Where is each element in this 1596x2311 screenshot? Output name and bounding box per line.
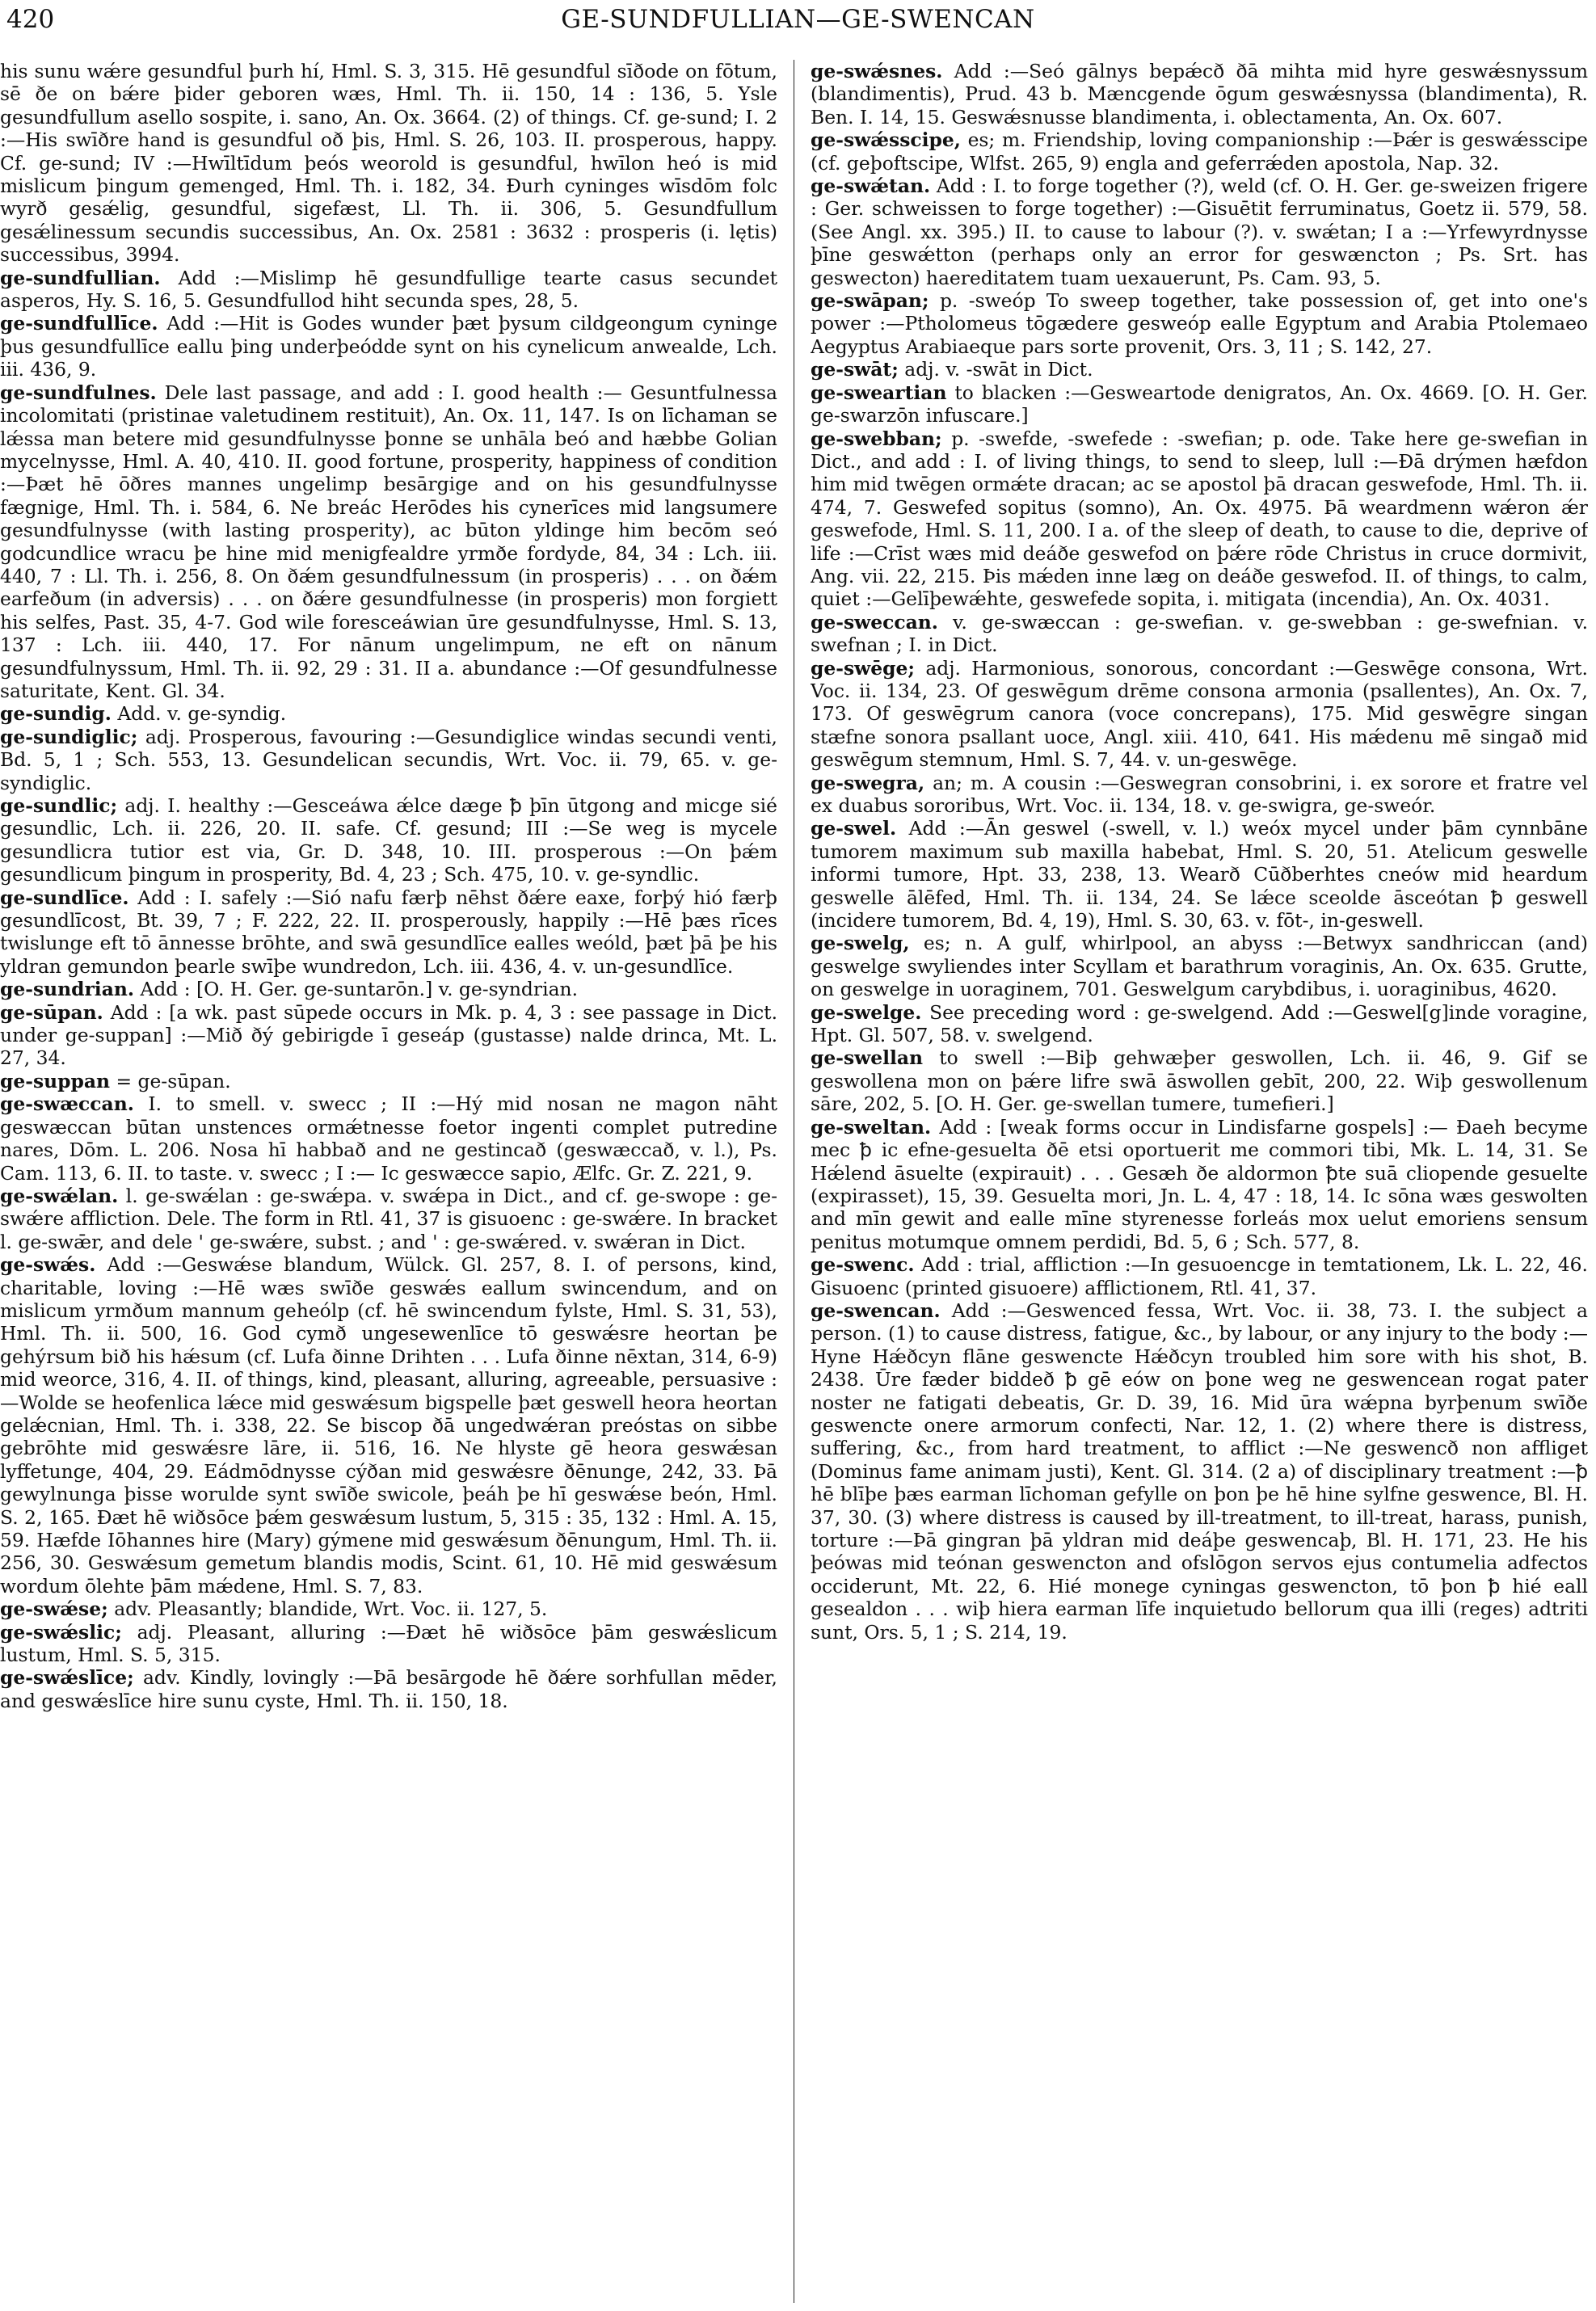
dictionary-entry [0,381,777,703]
entry-headword: ge-swǽlan. [0,1184,119,1207]
entry-text: Add : [weak forms occur in Lindisfarne gospels] :— Ðaeh becyme mec ꝥ ic efne-gesuelta ðē etsi oportuerit me commori tibi, Mk. L. 14, 31. Se Hǽlend āsuelte (expirauit) . . . Gesæh ðe aldormon ꝥte suā cliopende gesuelte (expirasset), 15, 39. Gesuelta mori, Jn. L. 4, 47 : 18, 14. Ic sōna wæs geswolten and mīn gewit and ealle mīne styrenesse forleás mox uelut emoriens sensum penitus motumque omnem perdidi, Bd. 5, 6 ; Sch. 577, 8. [811,1115,1588,1253]
entry-headword: ge-sundrian. [0,978,134,1001]
entry-headword: ge-sūpan. [0,1000,103,1024]
entry-text: adj. Prosperous, favouring :—Gesundiglice windas secundi venti, Bd. 5, 1 ; Sch. 553, 13. Gesundelican secundis, Wrt. Voc. ii. 79, 65. v. ge-syndiglic. [0,725,777,794]
dictionary-entry [0,1070,777,1092]
entry-headword: ge-sundfullīce. [0,312,158,335]
entry-headword: ge-suppan [0,1069,110,1092]
entry-headword: ge-swel. [811,817,897,840]
entry-text: v. ge-swæccan : ge-swefian. v. ge-swebban : ge-swefnian. v. swefnan ; I. in Dict. [811,610,1588,657]
entry-text: es; n. A gulf, whirlpool, an abyss :—Betwyx sandhriccan (and) geswelge swyliendes inter Scyllam et barathrum voraginis, An. Ox. 635. Grutte, on geswelge in uoraginem, 701. Geswelgum carybdibus, i. uoraginibus, 4620. [811,932,1588,1001]
entry-headword: ge-sundfulnes. [0,381,157,404]
entry-text: Add : trial, affliction :—In gesuoencge in temtationem, Lk. L. 22, 46. Gisuoenc (printed gisuoere) afflictionem, Rtl. 41, 37. [811,1253,1588,1299]
entry-text: adj. Pleasant, alluring :—Ðæt hē wiðsōce þām geswǽslicum lustum, Hml. S. 5, 315. [0,1620,777,1667]
dictionary-entry [0,1253,777,1597]
dictionary-entry [811,817,1588,932]
entry-headword: ge-swǽs. [0,1253,96,1277]
dictionary-entry [811,289,1588,358]
dictionary-entry [811,611,1588,657]
page-number: 420 [6,5,55,34]
entry-text: adv. Kindly, lovingly :—Þā besārgode hē ðǽre sorhfullan mēder, and geswǽslīce hire sunu cyste, Hml. Th. ii. 150, 18. [0,1666,777,1712]
dictionary-entry [811,427,1588,611]
entry-text: an; m. A cousin :—Geswegran consobrini, i. ex sorore et fratre vel ex duabus sororibus, Wrt. Voc. ii. 134, 18. v. ge-swigra, ge-sweór. [811,771,1588,817]
entry-headword: ge-sundlic; [0,794,118,817]
entry-text: adj. v. -swāt in Dict. [904,358,1093,381]
entry-text: to blacken :—Gesweartode denigratos, An. Ox. 4669. [O. H. Ger. ge-swarzōn infuscare.] [811,381,1588,427]
entry-headword: ge-swǽslic; [0,1620,122,1644]
dictionary-entry [811,1116,1588,1253]
entry-headword: ge-swelge. [811,1000,922,1024]
entry-text: his sunu wǽre gesundful þurh hí, Hml. S. 3, 315. Hē gesundful sīðode on fōtum, sē ðe on bǽre þider geboren wæs, Hml. Th. ii. 150, 14 : 136, 5. Ysle gesundfullum asello sospite, i. sano, An. Ox. 3664. (2) of things. Cf. ge-sund; I. 2 :—His swīðre hand is gesundful oð þis, Hml. S. 26, 103. II. prosperous, happy. Cf. ge-sund; IV :—Hwīltīdum þeós weorold is gesundful, hwīlon heó is mid mislicum þingum gemenged, Hml. Th. i. 182, 34. Ðurh cyninges wīsdōm folc wyrð gesǽlig, gesundful, sigefæst, Ll. Th. ii. 306, 5. Gesundfullum gesǽlinessum secundis successibus, An. Ox. 2581 : 3632 : prosperis (i. lętis) successibus, 3994. [0,60,777,267]
dictionary-entry [0,312,777,381]
dictionary-entry [0,1621,777,1667]
entry-headword: ge-swǽslīce; [0,1666,134,1690]
entry-headword: ge-swǽtan. [811,175,931,198]
entry-headword: ge-sundfullian. [0,266,161,289]
dictionary-entry [0,794,777,886]
entry-text: p. -sweóp To sweep together, take possession of, get into one's power :—Ptholomeus tōgædere gesweóp ealle Egyptum and Arabia Ptolemaeo Aegyptus Arabiaeque pars sorte provenit, Ors. 3, 11 ; S. 142, 27. [811,289,1588,358]
dictionary-entry [811,381,1588,427]
dictionary-entry [811,128,1588,175]
entry-headword: ge-swāt; [811,358,899,381]
entry-text: Add :—Ān geswel (-swell, v. l.) weóx mycel under þām cynnbāne tumorem maximum sub maxilla habebat, Hml. S. 20, 51. Atelicum geswelle informi tumore, Hpt. 33, 238, 13. Wearð Cūðberhtes cneów mid heardum geswelle ālēfed, Hml. Th. ii. 134, 24. Se lǽce sceolde āsceótan ꝥ geswell (incidere tumorem, Bd. 4, 19), Hml. S. 30, 63. v. fōt-, in-geswell. [811,817,1588,932]
entry-headword: ge-swellan [811,1046,924,1070]
entry-headword: ge-swēge; [811,656,916,680]
dictionary-entry [0,1666,777,1712]
dictionary-entry [0,1092,777,1185]
entry-text: p. -swefde, -swefede : -swefian; p. ode. Take here ge-swefian in Dict., and add : I. of living things, to send to sleep, lull :—Ðā drýmen hæfdon him mid twēgen ormǽte dracan; ac se apostol þā dracan geswefode, Hml. Th. ii. 474, 7. Geswefed sopitus (somno), An. Ox. 4975. Þā weardmenn wǽron ǽr geswefode, Hml. S. 11, 200. I a. of the sleep of death, to cause to die, deprive of life :—Crīst wæs mid deáðe geswefod on þǽre rōde Christus in cruce dormivit, Ang. vii. 22, 215. Þis mǽden inne læg on deáðe geswefod. II. of things, to calm, quiet :—Gelīþewǽhte, geswefede sopita, i. mitigata (incendia), An. Ox. 4031. [811,427,1588,611]
dictionary-entry [0,886,777,979]
entry-text: adv. Pleasantly; blandide, Wrt. Voc. ii. 127, 5. [114,1597,548,1621]
right-column [811,60,1588,2306]
entry-headword: ge-swelg, [811,932,910,955]
entry-headword: ge-swenc. [811,1253,915,1277]
entry-headword: ge-sundlīce. [0,886,129,909]
dictionary-entry [811,1046,1588,1115]
dictionary-entry [811,1253,1588,1299]
entry-headword: ge-swencan. [811,1299,941,1322]
running-head: GE-SUNDFULLIAN—GE-SWENCAN [561,5,1035,34]
entry-headword: ge-sundiglic; [0,725,138,748]
dictionary-entry [811,358,1588,381]
left-column [0,60,777,2306]
entry-text: Add :—Mislimp hē gesundfullige tearte casus secundet asperos, Hy. S. 16, 5. Gesundfullod hiht secunda spes, 28, 5. [0,266,777,313]
dictionary-entry [0,60,777,267]
dictionary-entry [811,932,1588,1000]
entry-text: l. ge-swǽlan : ge-swǽpa. v. swǽpa in Dict., and cf. ge-swope : ge-swǽre affliction. Dele. The form in Rtl. 41, 37 is gisuoenc : ge-swǽre. In bracket l. ge-swǣr, and dele ' ge-swǽre, subst. ; and ' : ge-swǽred. v. swǽran in Dict. [0,1184,777,1253]
entry-text: Add :—Hit is Godes wunder þæt þysum cildgeongum cyninge þus gesundfullīce eallu þing underþeódde synt on his cynelicum anwealde, Lch. iii. 436, 9. [0,312,777,381]
dictionary-entry [811,1001,1588,1047]
dictionary-entry [0,702,777,725]
entry-text: Add :—Geswǽse blandum, Wülck. Gl. 257, 8. I. of persons, kind, charitable, loving :—Hē wæs swīðe geswǽs eallum swincendum, and on mislicum yrmðum mannum geheólp (cf. hē swincendum fylste, Hml. S. 31, 53), Hml. Th. ii. 500, 16. God cymð ungesewenlīce tō geswǽsre heortan þe gehýrsum bið his hǽsum (cf. Lufa ðinne Drihten . . . Lufa ðinne nēxtan, 314, 6-9) mid weorce, 316, 4. II. of things, kind, pleasant, alluring, agreeable, persuasive :—Wolde se heofenlica lǽce mid geswǽsum bigspelle þæt geswell heora heortan gelǽcnian, Hml. Th. i. 338, 22. Se biscop ðā ungedwǽran preóstas on sibbe gebrōhte mid geswǽsre lāre, ii. 516, 16. Ne hlyste gē heora geswǽsan lyffetunge, 404, 29. Eádmōdnysse cýðan mid geswǽsre ðēnunge, 242, 33. Þā gewylnunga þisse worulde synt swīðe swicole, þeáh þe hī geswǽse beón, Hml. S. 2, 165. Ðæt hē wiðsōce þǽm geswǽsum lustum, 5, 315 : 35, 132 : Hml. A. 15, 59. Hæfde Iōhannes hire (Mary) gýmene mid geswǽsum ðēnungum, Hml. Th. ii. 256, 30. Geswǽsum gemetum blandis modis, Scint. 61, 10. Hē mid geswǽsum wordum ōlehte þām mǽdene, Hml. S. 7, 83. [0,1253,777,1597]
entry-headword: ge-swǽsscipe, [811,128,961,152]
entry-text: = ge-sūpan. [116,1069,231,1092]
entry-headword: ge-sweartian [811,381,947,404]
dictionary-entry [811,175,1588,289]
dictionary-entry [811,657,1588,772]
entry-text: Add :—Seó gālnys bepǽcð ðā mihta mid hyre geswǽsnyssum (blandimentis), Prud. 43 b. Mæncgende ōgum geswǽsnyssa (blandimenta), R. Ben. I. 14, 15. Geswǽsnusse blandimenta, i. oblectamenta, An. Ox. 607. [811,60,1588,128]
page-header [0,0,1596,65]
entry-headword: ge-swegra, [811,771,925,794]
entry-headword: ge-swæccan. [0,1092,134,1116]
dictionary-entry [0,267,777,313]
entry-text: Add :—Geswenced fessa, Wrt. Voc. ii. 38, 73. I. the subject a person. (1) to cause distress, fatigue, &c., by labour, or any injury to the body :—Hyne Hǽðcyn flāne geswencte Hǽðcyn troubled him sore with his shot, B. 2438. Ūre fæder biddeð ꝥ gē eów on þone weg ne geswencean rogat pater noster ne fatigati debeatis, Gr. D. 39, 16. Mid ūra wǽpna byrþenum swīðe geswencte onere armorum confecti, Nar. 12, 1. (2) where there is distress, suffering, &c., from hard treatment, to afflict :—Ne geswencð non affliget (Dominus fame animam justi), Kent. Gl. 314. (2 a) of disciplinary treatment :—ꝥ hē blīþe þæs earman līchoman gefylle on þon þe hē hine sylfne geswence, Bl. H. 37, 30. (3) where distress is caused by ill-treatment, to ill-treat, harass, punish, torture :—Þā gingran þā yldran mid deáþe geswencaþ, Bl. H. 171, 23. He his þeówas mid teónan geswencton and ofslōgon servos ejus contumelia adfectos occiderunt, Mt. 22, 6. Hié monege cyningas geswencton, tō þon ꝥ hié eall gesealdon . . . wiþ hiera earman līfe inquietudo bellorum qua illi (reges) adtriti sunt, Ors. 5, 1 ; S. 214, 19. [811,1299,1588,1644]
entry-text: to swell :—Biþ gehwæþer geswollen, Lch. ii. 46, 9. Gif se geswollena mon on þǽre lifre swā āswollen gebīt, 200, 22. Wiþ geswollenum sāre, 202, 5. [O. H. Ger. ge-swellan tumere, tumefieri.] [811,1046,1588,1116]
entry-headword: ge-swǽse; [0,1597,108,1621]
entry-text: adj. I. healthy :—Gesceáwa ǽlce dæge ꝥ þīn ūtgong and micge sié gesundlic, Lch. ii. 226, 20. II. safe. Cf. gesund; III :—Se weg is mycele gesundlicra tutior est via, Gr. D. 348, 10. III. prosperous :—On þǽm gesundlicum þingum in prosperity, Bd. 4, 23 ; Sch. 475, 10. v. ge-syndlic. [0,794,777,886]
entry-text: adj. Harmonious, sonorous, concordant :—Geswēge consona, Wrt. Voc. ii. 134, 23. Of geswēgum drēme consona armonia (psallentes), An. Ox. 7, 173. Of geswēgrum canora (voce concrepans), 175. Mid geswēgre singan stæfne sonora psallant uoce, Angl. xiii. 410, 641. His mǽdenu mē singað mid geswēgum stemnum, Hml. S. 7, 44. v. un-geswēge. [811,656,1588,772]
dictionary-entry [0,1185,777,1253]
entry-headword: ge-swebban; [811,427,942,450]
entry-headword: ge-swǽsnes. [811,60,943,82]
entry-headword: ge-swāpan; [811,289,929,313]
entry-headword: ge-sweltan. [811,1115,932,1139]
entry-headword: ge-sundig. [0,702,112,726]
dictionary-entry [0,1001,777,1070]
dictionary-entry [0,726,777,794]
entry-text: See preceding word : ge-swelgend. Add :—Geswel[g]inde voragine, Hpt. Gl. 507, 58. v. swelgend. [811,1000,1588,1047]
dictionary-entry [0,1597,777,1620]
entry-text: Add : [a wk. past sūpede occurs in Mk. p. 4, 3 : see passage in Dict. under ge-suppan] :—Mið ðý gebirigde ī geseáp (gustasse) nalde drinca, Mt. L. 27, 34. [0,1000,777,1070]
dictionary-entry [811,772,1588,818]
dictionary-entry [0,978,777,1000]
dictionary-entry [811,1299,1588,1644]
entry-headword: ge-sweccan. [811,610,938,634]
entry-text: es; m. Friendship, loving companionship :—Þǽr is geswǽsscipe (cf. geþoftscipe, Wlfst. 265, 9) engla and geferrǽden apostola, Nap. 32. [811,128,1588,175]
entry-text: Add : I. safely :—Sió nafu færþ nēhst ðǽre eaxe, forþý hió færþ gesundlīcost, Bt. 39, 7 ; F. 222, 22. II. prosperously, happily :—Hē þæs rīces twislunge eft tō ānnesse brōhte, and swā gesundlīce ealles weóld, þæt þā þe his yldran gemundon þearle swīþe wundredon, Lch. iii. 436, 4. v. un-gesundlīce. [0,886,777,978]
entry-text: Dele last passage, and add : I. good health :— Gesuntfulnessa incolomitati (pristinae valetudinem restituit), An. Ox. 11, 147. Is on līchaman se lǽssa man betere mid gesundfulnysse þonne se unhāla beó and hæbbe Golian mycelnysse, Hml. A. 40, 410. II. good fortune, prosperity, happiness of condition :—Þæt hē ōðres mannes ungelimp besārgige and on his gesundfulnysse fægnige, Hml. Th. i. 584, 6. Ne breác Herōdes his cynerīces mid langsumere gesundfulnysse (with lasting prosperity), ac būton yldinge him becōm seó godcundlice wracu þe hine mid menigfealdre yrmðe fordyde, 84, 34 : Lch. iii. 440, 7 : Ll. Th. i. 256, 8. On ðǽm gesundfulnessum (in prosperis) . . . on ðǽm earfeðum (in adversis) . . . on ðǽre gesundfulnesse (in prosperis) mon forgiett his selfes, Past. 35, 4-7. God wile foresceáwian ūre gesundfulnysse, Hml. S. 13, 137 : Lch. iii. 440, 17. For nānum ungelimpum, ne eft on nānum gesundfulnyssum, Hml. Th. ii. 92, 29 : 31. II a. abundance :—Of gesundfulnesse saturitate, Kent. Gl. 34. [0,381,777,702]
entry-text: Add : I. to forge together (?), weld (cf. O. H. Ger. ge-sweizen frigere : Ger. schweissen to forge together) :—Gisuētit ferruminatus, Goetz ii. 579, 58. (See Angl. xx. 395.) II. to cause to labour (?). v. swǽtan; I a :—Yrfewyrdnysse þīne geswǽtton (perhaps only an error for geswæncton ; Ps. Srt. has geswecton) haereditatem tuam uexauerunt, Ps. Cam. 93, 5. [811,175,1588,289]
entry-text: Add. v. ge-syndig. [117,702,287,726]
entry-text: Add : [O. H. Ger. ge-suntarōn.] v. ge-syndrian. [140,978,579,1001]
dictionary-entry [811,60,1588,128]
entry-text: I. to smell. v. swecc ; II :—Hý mid nosan ne magon nāht geswæccan būtan unstences ormǽtnesse foetor ingenti complet putredine nares, Dōm. L. 206. Nosa hī habbað and ne gestincað (geswæccað, v. l.), Ps. Cam. 113, 6. II. to taste. v. swecc ; I :— Ic geswæcce sapio, Ælfc. Gr. Z. 221, 9. [0,1092,777,1185]
